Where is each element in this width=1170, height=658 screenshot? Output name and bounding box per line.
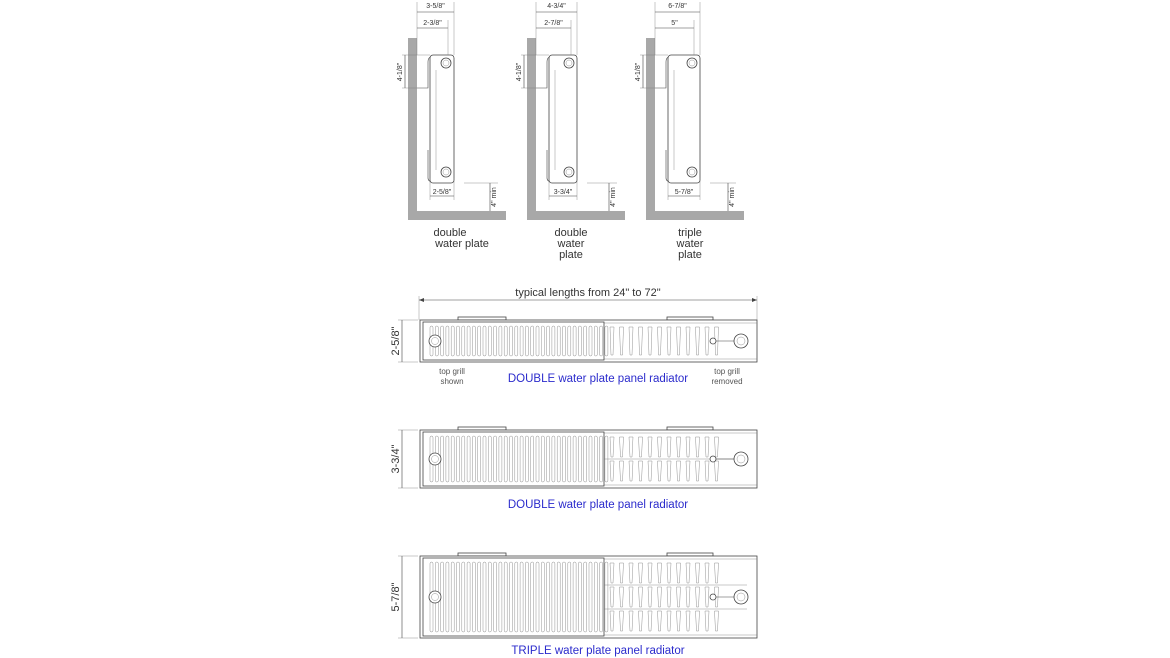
section-caption-line: double [433, 227, 467, 239]
plan-view-3 [390, 553, 757, 657]
dim-top-overall: 3-5/8" [426, 3, 445, 10]
section-view-1 [397, 2, 506, 250]
plan-caption: TRIPLE water plate panel radiator [511, 645, 685, 657]
note-top-grill-shown: shown [440, 377, 464, 386]
section-caption-line: water [676, 238, 704, 250]
section-caption-line: water [557, 238, 585, 250]
valve-left-icon [429, 453, 441, 465]
floor [408, 211, 506, 220]
length-dimension [419, 287, 757, 320]
dim-top-overall: 4-3/4" [547, 3, 566, 10]
plan-caption: DOUBLE water plate panel radiator [507, 373, 689, 385]
top-grill [423, 322, 604, 360]
top-connection [564, 58, 574, 68]
floor [646, 211, 744, 220]
top-connection [687, 58, 697, 68]
valve-right-icon [734, 334, 748, 348]
bottom-connection [564, 167, 574, 177]
floor [527, 211, 625, 220]
top-grill [423, 558, 604, 636]
mounting-clip [458, 427, 506, 430]
depth-dimension: 5-7/8" [390, 582, 402, 612]
section-caption-line: triple [678, 227, 702, 239]
mounting-clip [667, 317, 713, 320]
dim-bottom: 5-7/8" [674, 189, 694, 196]
dim-top-inner: 2-3/8" [423, 20, 442, 27]
dim-side: 4-1/8" [397, 62, 404, 82]
dim-bottom: 2-5/8" [432, 189, 452, 196]
section-caption-line: double [554, 227, 588, 239]
section-caption-line: water plate [435, 238, 489, 250]
section-caption-line: plate [678, 249, 702, 261]
dim-min-clearance: 4" min [610, 187, 617, 207]
bottom-connection [687, 167, 697, 177]
mounting-clip [458, 317, 506, 320]
top-connection [441, 58, 451, 68]
bottom-connection [441, 167, 451, 177]
mounting-clip [667, 427, 713, 430]
valve-right-icon [734, 452, 748, 466]
dim-bottom: 3-3/4" [553, 189, 573, 196]
dim-min-clearance: 4" min [729, 187, 736, 207]
dim-side: 4-1/8" [516, 62, 523, 82]
radiator-body [549, 55, 577, 183]
dim-top-inner: 2-7/8" [544, 20, 563, 27]
section-view-3 [635, 2, 744, 261]
section-view-2 [516, 2, 625, 261]
plan-view-2 [390, 427, 757, 511]
mounting-clip [458, 553, 506, 556]
radiator-body [668, 55, 700, 183]
depth-dimension: 3-3/4" [390, 444, 402, 474]
radiator-body [430, 55, 454, 183]
wall [646, 38, 655, 220]
section-caption-line: plate [559, 249, 583, 261]
valve-left-icon [429, 335, 441, 347]
top-grill [423, 432, 604, 486]
valve-right-icon [734, 590, 748, 604]
note-top-grill-shown: top grill [439, 367, 465, 376]
valve-stem [710, 594, 716, 600]
dim-top-inner: 5" [671, 20, 678, 27]
valve-stem [710, 456, 716, 462]
plan-caption: DOUBLE water plate panel radiator [507, 499, 689, 511]
arrow-right-icon [752, 298, 757, 302]
dim-side: 4-1/8" [635, 62, 642, 82]
wall [527, 38, 536, 220]
note-top-grill-removed: top grill [714, 367, 740, 376]
wall [408, 38, 417, 220]
arrow-left-icon [419, 298, 424, 302]
dim-min-clearance: 4" min [491, 187, 498, 207]
mounting-clip [667, 553, 713, 556]
valve-left-icon [429, 591, 441, 603]
length-label: typical lengths from 24" to 72" [515, 287, 661, 299]
dim-top-overall: 6-7/8" [668, 3, 687, 10]
depth-dimension: 2-5/8" [390, 326, 402, 356]
note-top-grill-removed: removed [711, 377, 743, 386]
valve-stem [710, 338, 716, 344]
